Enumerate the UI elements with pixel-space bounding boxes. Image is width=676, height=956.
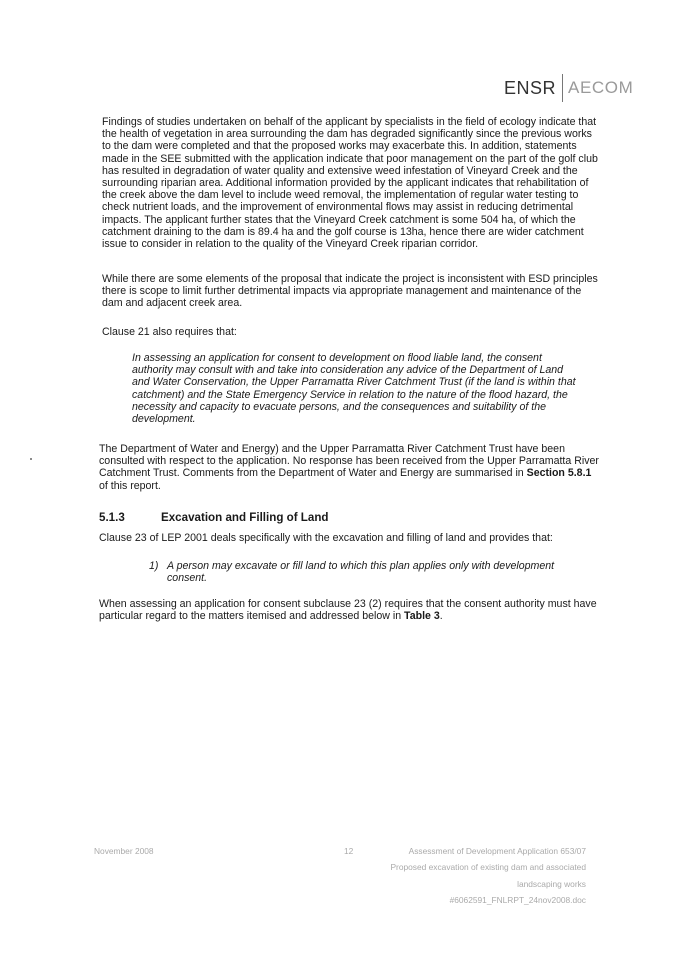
clause-item-text: A person may excavate or fill land to which this plan applies only with development consent. <box>167 560 555 585</box>
footer-date: November 2008 <box>94 846 154 856</box>
paragraph-table-reference <box>99 598 602 622</box>
section-heading <box>99 511 328 524</box>
quote-clause-21: In assessing an application for consent to development on flood liable land, the consent authority may consult with and take into consideration any advice of the Department of Land and Water Conservation, the Upper Parramatta River Catchment Trust (if the land is within that catchment) and the State Emergency Service in relation to the nature of the flood hazard, the necessity and capacity to evacuate persons, and the consequences and suitability of the development. <box>132 352 576 426</box>
consultation-text: The Department of Water and Energy) and the Upper Parramatta River Catchment Trust have been consulted with respect to the application. No response has been received from the Upper Parramatta River Catchment Trust. Comments from the Department of Water and Energy are summarised in <box>99 443 599 480</box>
table-reference: Table 3 <box>404 610 440 623</box>
clause-item <box>149 560 579 584</box>
logo-ensr: ENSR <box>504 77 557 98</box>
company-logo <box>504 75 633 101</box>
footer-document-info <box>390 843 586 909</box>
section-title: Excavation and Filling of Land <box>161 511 329 524</box>
logo-aecom: AECOM <box>568 78 634 97</box>
paragraph-consultation <box>99 443 602 492</box>
paragraph-ecology-findings: Findings of studies undertaken on behalf of the applicant by specialists in the field of ecology indicate that the health of vegetation in area surrounding the dam has degraded significantly since the previous works to the dam were completed and that the proposed works may exacerbate this. In addition, statements made in the SEE submitted with the application indicate that poor management on the part of the golf club has resulted in degradation of water quality and extensive weed infestation of Vineyard Creek and the surrounding riparian area. Additional information provided by the applicant indicates that rehabilitation of the creek above the dam level to include weed removal, the implementation of regular water testing to check nutrient loads, and the improvement of environmental flows may assist in reducing detrimental impacts. The applicant further states that the Vineyard Creek catchment is some 504 ha, of which the catchment draining to the dam is 89.4 ha and the golf course is 13ha, hence there are wider catchment issue to consider in relation to the quality of the Vineyard Creek riparian corridor. <box>102 116 598 251</box>
footer-line-1: Assessment of Development Application 653/07 <box>408 846 586 856</box>
footer-page-number: 12 <box>344 846 354 856</box>
section-number: 5.1.3 <box>99 511 125 524</box>
consultation-text-end: of this report. <box>99 479 161 492</box>
paragraph-esd-principles: While there are some elements of the proposal that indicate the project is inconsistent with ESD principles there is scope to limit further detrimental impacts via appropriate management and maintenance of the dam and adjacent creek area. <box>102 273 598 310</box>
footer-line-3: landscaping works <box>517 878 586 889</box>
table-reference-text: When assessing an application for consent subclause 23 (2) requires that the consent authority must have particular regard to the matters itemised and addressed below in <box>99 598 597 623</box>
paragraph-clause-23-intro: Clause 23 of LEP 2001 deals specifically with the excavation and filling of land and provides that: <box>99 532 553 544</box>
logo-divider <box>562 74 563 102</box>
section-reference: Section 5.8.1 <box>526 467 592 480</box>
margin-mark <box>30 458 32 460</box>
paragraph-clause-21-intro: Clause 21 also requires that: <box>102 326 237 338</box>
footer-line-2: Proposed excavation of existing dam and associated <box>390 862 586 873</box>
table-reference-end: . <box>439 610 443 623</box>
clause-item-number: 1) <box>149 560 159 572</box>
footer-line-4: #6062591_FNLRPT_24nov2008.doc <box>449 895 586 906</box>
